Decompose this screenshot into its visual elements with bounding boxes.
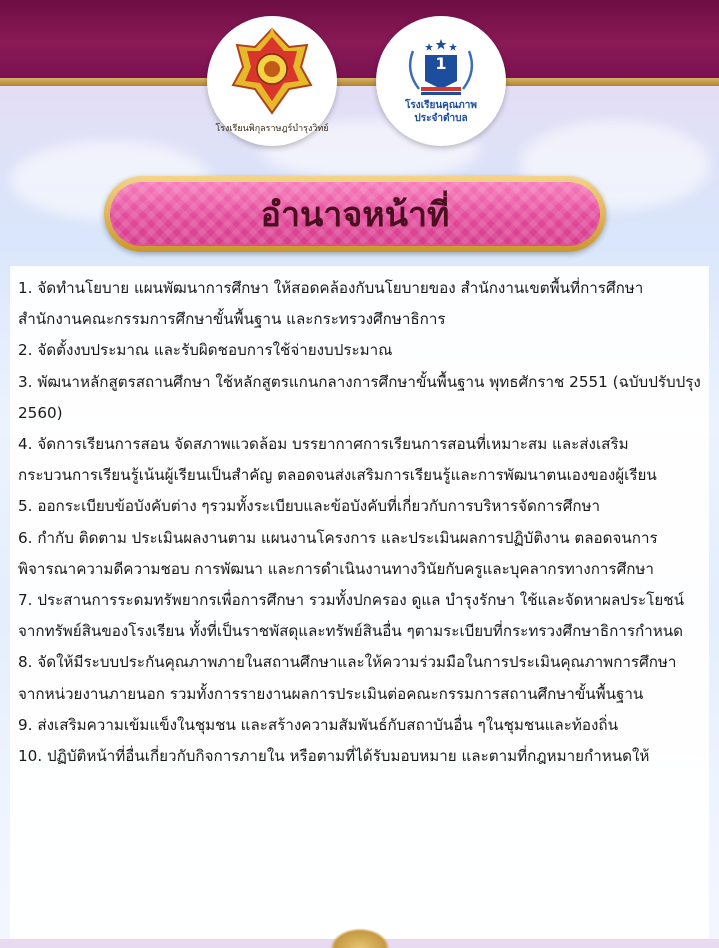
title-banner-inner xyxy=(110,182,600,246)
duty-item-1: 1. จัดทำนโยบาย แผนพัฒนาการศึกษา ให้สอดคล้องกับนโยบายของ สำนักงานเขตพื้นที่การศึกษา สำนักงานคณะกรรมการศึกษาขั้นพื้นฐาน และกระทรวงศึกษาธิการ xyxy=(18,279,644,329)
quality-logo-caption-line2: ประจำตำบล xyxy=(414,113,468,124)
duty-item-10: 10. ปฏิบัติหน้าที่อื่นเกี่ยวกับกิจการภายใน หรือตามที่ได้รับมอบหมาย และตามที่กฎหมายกำหนดให้ xyxy=(18,747,650,766)
duty-item-2: 2. จัดตั้งงบประมาณ และรับผิดชอบการใช้จ่ายงบประมาณ xyxy=(18,341,393,360)
duty-item-5: 5. ออกระเบียบข้อบังคับต่าง ๆรวมทั้งระเบียบและข้อบังคับที่เกี่ยวกับการบริหารจัดการศึกษา xyxy=(18,497,601,516)
quality-emblem-digit: 1 xyxy=(435,54,447,73)
duty-item-8: 8. จัดให้มีระบบประกันคุณภาพภายในสถานศึกษาและให้ความร่วมมือในการประเมินคุณภาพการศึกษาจากหน่วยงานภายนอก รวมทั้งการรายงานผลการประเมินต่อคณะกรรมการสถานศึกษาขั้นพื้นฐาน xyxy=(18,653,677,703)
duty-item-6: 6. กำกับ ติดตาม ประเมินผลงานตาม แผนงานโครงการ และประเมินผลการปฏิบัติงาน ตลอดจนการพิจารณาความดีความชอบ การพัฒนา และการดำเนินงานทางวินัยกับครูและบุคลากรทางการศึกษา xyxy=(18,528,658,578)
school-emblem-icon xyxy=(227,27,317,119)
title-banner xyxy=(104,176,606,252)
duty-item-7: 7. ประสานการระดมทรัพยากรเพื่อการศึกษา รวมทั้งปกครอง ดูแล บำรุงรักษา ใช้และจัดหาผลประโยชน์จากทรัพย์สินของโรงเรียน ทั้งที่เป็นราชพัสดุและทรัพย์สินอื่น ๆตามระเบียบที่กระทรวงศึกษาธิการกำหนด xyxy=(18,591,684,641)
school-logo-caption: โรงเรียนพิกุลราษฎร์บำรุงวิทย์ xyxy=(215,124,329,134)
duty-item-9: 9. ส่งเสริมความเข้มแข็งในชุมชน และสร้างความสัมพันธ์กับสถาบันอื่น ๆในชุมชนและท้องถิ่น xyxy=(18,715,618,734)
header-band xyxy=(0,0,719,78)
page-title: อำนาจหน้าที่ xyxy=(260,195,450,235)
duties-list xyxy=(10,273,709,772)
bottom-ornament xyxy=(330,928,390,948)
duties-panel xyxy=(10,266,709,939)
duty-item-4: 4. จัดการเรียนการสอน จัดสภาพแวดล้อม บรรยากาศการเรียนการสอนที่เหมาะสม และส่งเสริมกระบวนการเรียนรู้เน้นผู้เรียนเป็นสำคัญ ตลอดจนส่งเสริมการเรียนรู้และการพัฒนาตนเองของผู้เรียน xyxy=(18,435,657,485)
quality-school-logo xyxy=(376,16,506,146)
school-logo xyxy=(207,16,337,146)
quality-logo-caption-line1: โรงเรียนคุณภาพ xyxy=(405,100,477,111)
duty-item-3: 3. พัฒนาหลักสูตรสถานศึกษา ใช้หลักสูตรแกนกลางการศึกษาขั้นพื้นฐาน พุทธศักราช 2551 (ฉบับปรับปรุง 2560) xyxy=(18,372,701,422)
